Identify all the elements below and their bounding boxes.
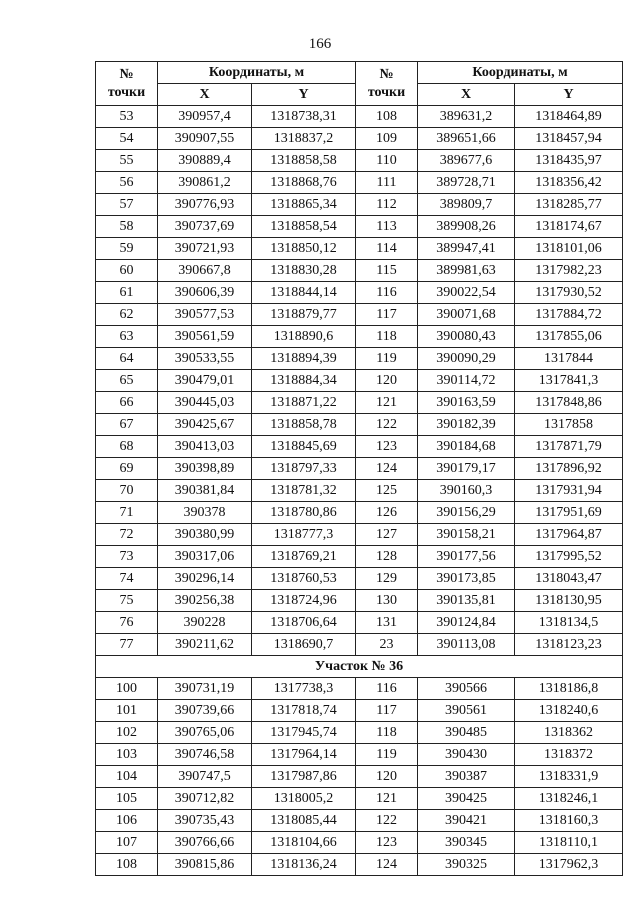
y-coordinate-cell: 1317855,06 xyxy=(515,326,623,348)
point-number-cell: 113 xyxy=(356,216,418,238)
y-coordinate-cell: 1318865,34 xyxy=(252,194,356,216)
point-number-cell: 68 xyxy=(96,436,158,458)
x-coordinate-cell: 390721,93 xyxy=(158,238,252,260)
x-coordinate-cell: 389809,7 xyxy=(418,194,515,216)
point-number-header-left xyxy=(96,62,158,106)
x-coordinate-cell: 390173,85 xyxy=(418,568,515,590)
y-coordinate-cell: 1317884,72 xyxy=(515,304,623,326)
x-coordinate-cell: 390080,43 xyxy=(418,326,515,348)
point-number-cell: 114 xyxy=(356,238,418,260)
x-coordinate-cell: 389947,41 xyxy=(418,238,515,260)
y-coordinate-cell: 1317844 xyxy=(515,348,623,370)
point-number-cell: 117 xyxy=(356,700,418,722)
point-number-cell: 56 xyxy=(96,172,158,194)
y-coordinate-cell: 1318110,1 xyxy=(515,832,623,854)
x-coordinate-cell: 390378 xyxy=(158,502,252,524)
table-row xyxy=(96,832,623,854)
x-coordinate-cell: 390184,68 xyxy=(418,436,515,458)
point-number-cell: 71 xyxy=(96,502,158,524)
table-row xyxy=(96,766,623,788)
x-header-right: X xyxy=(418,84,515,106)
y-coordinate-cell: 1317931,94 xyxy=(515,480,623,502)
x-coordinate-cell: 390256,38 xyxy=(158,590,252,612)
x-coordinate-cell: 390561 xyxy=(418,700,515,722)
point-number-cell: 108 xyxy=(356,106,418,128)
x-coordinate-cell: 390479,01 xyxy=(158,370,252,392)
y-coordinate-cell: 1318844,14 xyxy=(252,282,356,304)
point-number-cell: 101 xyxy=(96,700,158,722)
y-coordinate-cell: 1317858 xyxy=(515,414,623,436)
point-number-cell: 122 xyxy=(356,414,418,436)
table-row xyxy=(96,304,623,326)
y-coordinate-cell: 1318104,66 xyxy=(252,832,356,854)
y-coordinate-cell: 1318130,95 xyxy=(515,590,623,612)
y-coordinate-cell: 1317871,79 xyxy=(515,436,623,458)
y-coordinate-cell: 1318879,77 xyxy=(252,304,356,326)
x-coordinate-cell: 390413,03 xyxy=(158,436,252,458)
point-number-cell: 105 xyxy=(96,788,158,810)
y-coordinate-cell: 1317964,14 xyxy=(252,744,356,766)
point-number-cell: 120 xyxy=(356,370,418,392)
y-coordinate-cell: 1318868,76 xyxy=(252,172,356,194)
table-row xyxy=(96,700,623,722)
x-coordinate-cell: 390889,4 xyxy=(158,150,252,172)
table-row xyxy=(96,810,623,832)
point-number-cell: 104 xyxy=(96,766,158,788)
table-row xyxy=(96,788,623,810)
x-coordinate-cell: 390861,2 xyxy=(158,172,252,194)
x-coordinate-cell: 390533,55 xyxy=(158,348,252,370)
y-coordinate-cell: 1318690,7 xyxy=(252,634,356,656)
x-coordinate-cell: 390022,54 xyxy=(418,282,515,304)
x-coordinate-cell: 390561,59 xyxy=(158,326,252,348)
y-coordinate-cell: 1317818,74 xyxy=(252,700,356,722)
table-row xyxy=(96,546,623,568)
table-row xyxy=(96,722,623,744)
point-number-symbol: № xyxy=(379,66,394,82)
y-coordinate-cell: 1318845,69 xyxy=(252,436,356,458)
point-number-cell: 61 xyxy=(96,282,158,304)
table-row xyxy=(96,260,623,282)
x-coordinate-cell: 390907,55 xyxy=(158,128,252,150)
y-coordinate-cell: 1317951,69 xyxy=(515,502,623,524)
point-number-symbol: № xyxy=(119,66,134,82)
table-row xyxy=(96,568,623,590)
x-coordinate-cell: 390485 xyxy=(418,722,515,744)
point-number-cell: 74 xyxy=(96,568,158,590)
point-number-cell: 127 xyxy=(356,524,418,546)
x-coordinate-cell: 390735,43 xyxy=(158,810,252,832)
point-number-cell: 129 xyxy=(356,568,418,590)
x-coordinate-cell: 390211,62 xyxy=(158,634,252,656)
point-number-cell: 120 xyxy=(356,766,418,788)
x-coordinate-cell: 390776,93 xyxy=(158,194,252,216)
y-coordinate-cell: 1318005,2 xyxy=(252,788,356,810)
coordinates-header-left: Координаты, м xyxy=(158,62,356,84)
y-coordinate-cell: 1318738,31 xyxy=(252,106,356,128)
x-coordinate-cell: 389981,63 xyxy=(418,260,515,282)
point-number-cell: 103 xyxy=(96,744,158,766)
table-row xyxy=(96,216,623,238)
x-coordinate-cell: 389631,2 xyxy=(418,106,515,128)
y-coordinate-cell: 1318134,5 xyxy=(515,612,623,634)
y-coordinate-cell: 1318331,9 xyxy=(515,766,623,788)
point-number-cell: 77 xyxy=(96,634,158,656)
y-coordinate-cell: 1318362 xyxy=(515,722,623,744)
x-coordinate-cell: 390747,5 xyxy=(158,766,252,788)
y-coordinate-cell: 1318894,39 xyxy=(252,348,356,370)
y-coordinate-cell: 1318830,28 xyxy=(252,260,356,282)
table-row xyxy=(96,150,623,172)
point-number-cell: 107 xyxy=(96,832,158,854)
y-coordinate-cell: 1317848,86 xyxy=(515,392,623,414)
y-coordinate-cell: 1317896,92 xyxy=(515,458,623,480)
point-number-cell: 128 xyxy=(356,546,418,568)
table-row xyxy=(96,854,623,876)
x-coordinate-cell: 390566 xyxy=(418,678,515,700)
x-coordinate-cell: 390766,66 xyxy=(158,832,252,854)
x-coordinate-cell: 390380,99 xyxy=(158,524,252,546)
y-coordinate-cell: 1318356,42 xyxy=(515,172,623,194)
x-coordinate-cell: 390182,39 xyxy=(418,414,515,436)
x-coordinate-cell: 390296,14 xyxy=(158,568,252,590)
y-coordinate-cell: 1317930,52 xyxy=(515,282,623,304)
y-coordinate-cell: 1318285,77 xyxy=(515,194,623,216)
y-coordinate-cell: 1318858,58 xyxy=(252,150,356,172)
x-coordinate-cell: 390317,06 xyxy=(158,546,252,568)
x-coordinate-cell: 390135,81 xyxy=(418,590,515,612)
point-number-cell: 121 xyxy=(356,392,418,414)
y-coordinate-cell: 1318837,2 xyxy=(252,128,356,150)
table-row xyxy=(96,612,623,634)
y-coordinate-cell: 1318890,6 xyxy=(252,326,356,348)
y-coordinate-cell: 1318724,96 xyxy=(252,590,356,612)
x-coordinate-cell: 390398,89 xyxy=(158,458,252,480)
y-coordinate-cell: 1317841,3 xyxy=(515,370,623,392)
point-number-cell: 65 xyxy=(96,370,158,392)
point-number-cell: 124 xyxy=(356,458,418,480)
y-coordinate-cell: 1318464,89 xyxy=(515,106,623,128)
x-coordinate-cell: 390739,66 xyxy=(158,700,252,722)
x-coordinate-cell: 390179,17 xyxy=(418,458,515,480)
x-coordinate-cell: 390957,4 xyxy=(158,106,252,128)
point-number-cell: 119 xyxy=(356,348,418,370)
x-coordinate-cell: 390577,53 xyxy=(158,304,252,326)
y-coordinate-cell: 1318160,3 xyxy=(515,810,623,832)
x-coordinate-cell: 390160,3 xyxy=(418,480,515,502)
point-number-cell: 119 xyxy=(356,744,418,766)
x-coordinate-cell: 390113,08 xyxy=(418,634,515,656)
table-row xyxy=(96,392,623,414)
y-coordinate-cell: 1317987,86 xyxy=(252,766,356,788)
y-coordinate-cell: 1318781,32 xyxy=(252,480,356,502)
point-number-cell: 66 xyxy=(96,392,158,414)
point-number-word: точки xyxy=(367,84,406,100)
coordinates-table xyxy=(95,61,623,876)
x-coordinate-cell: 390765,06 xyxy=(158,722,252,744)
x-coordinate-cell: 390712,82 xyxy=(158,788,252,810)
point-number-cell: 106 xyxy=(96,810,158,832)
x-coordinate-cell: 390425 xyxy=(418,788,515,810)
x-coordinate-cell: 390163,59 xyxy=(418,392,515,414)
point-number-cell: 53 xyxy=(96,106,158,128)
y-coordinate-cell: 1318858,54 xyxy=(252,216,356,238)
x-coordinate-cell: 390430 xyxy=(418,744,515,766)
point-number-cell: 121 xyxy=(356,788,418,810)
y-coordinate-cell: 1318435,97 xyxy=(515,150,623,172)
y-header-left: Y xyxy=(252,84,356,106)
y-coordinate-cell: 1318780,86 xyxy=(252,502,356,524)
point-number-cell: 59 xyxy=(96,238,158,260)
table-row xyxy=(96,106,623,128)
y-coordinate-cell: 1318246,1 xyxy=(515,788,623,810)
table-row xyxy=(96,370,623,392)
table-row xyxy=(96,194,623,216)
table-row xyxy=(96,744,623,766)
x-coordinate-cell: 390737,69 xyxy=(158,216,252,238)
x-coordinate-cell: 390421 xyxy=(418,810,515,832)
y-coordinate-cell: 1318884,34 xyxy=(252,370,356,392)
y-coordinate-cell: 1318850,12 xyxy=(252,238,356,260)
x-coordinate-cell: 390071,68 xyxy=(418,304,515,326)
y-coordinate-cell: 1318871,22 xyxy=(252,392,356,414)
point-number-cell: 73 xyxy=(96,546,158,568)
x-coordinate-cell: 390325 xyxy=(418,854,515,876)
y-coordinate-cell: 1318136,24 xyxy=(252,854,356,876)
x-coordinate-cell: 390667,8 xyxy=(158,260,252,282)
y-coordinate-cell: 1318760,53 xyxy=(252,568,356,590)
point-number-cell: 110 xyxy=(356,150,418,172)
table-row xyxy=(96,348,623,370)
table-row xyxy=(96,282,623,304)
table-row xyxy=(96,436,623,458)
section-title: Участок № 36 xyxy=(96,656,623,678)
y-coordinate-cell: 1317982,23 xyxy=(515,260,623,282)
point-number-cell: 117 xyxy=(356,304,418,326)
y-coordinate-cell: 1317964,87 xyxy=(515,524,623,546)
point-number-cell: 55 xyxy=(96,150,158,172)
section-b-body xyxy=(96,678,623,876)
x-coordinate-cell: 390156,29 xyxy=(418,502,515,524)
point-number-cell: 122 xyxy=(356,810,418,832)
section-title-row xyxy=(96,656,623,678)
table-row xyxy=(96,524,623,546)
point-number-cell: 111 xyxy=(356,172,418,194)
point-number-word: точки xyxy=(107,84,146,100)
table-row xyxy=(96,172,623,194)
y-coordinate-cell: 1318457,94 xyxy=(515,128,623,150)
y-header-right: Y xyxy=(515,84,623,106)
y-coordinate-cell: 1317995,52 xyxy=(515,546,623,568)
point-number-header-right xyxy=(356,62,418,106)
point-number-cell: 109 xyxy=(356,128,418,150)
point-number-cell: 54 xyxy=(96,128,158,150)
point-number-cell: 116 xyxy=(356,282,418,304)
point-number-cell: 124 xyxy=(356,854,418,876)
point-number-cell: 131 xyxy=(356,612,418,634)
coordinates-header-right: Координаты, м xyxy=(418,62,623,84)
point-number-cell: 100 xyxy=(96,678,158,700)
x-coordinate-cell: 390124,84 xyxy=(418,612,515,634)
table-row xyxy=(96,678,623,700)
point-number-cell: 126 xyxy=(356,502,418,524)
y-coordinate-cell: 1318186,8 xyxy=(515,678,623,700)
point-number-cell: 57 xyxy=(96,194,158,216)
point-number-cell: 116 xyxy=(356,678,418,700)
y-coordinate-cell: 1318769,21 xyxy=(252,546,356,568)
y-coordinate-cell: 1317738,3 xyxy=(252,678,356,700)
x-coordinate-cell: 389651,66 xyxy=(418,128,515,150)
table-row xyxy=(96,502,623,524)
point-number-cell: 70 xyxy=(96,480,158,502)
table-row xyxy=(96,326,623,348)
x-coordinate-cell: 390445,03 xyxy=(158,392,252,414)
x-coordinate-cell: 390387 xyxy=(418,766,515,788)
point-number-cell: 102 xyxy=(96,722,158,744)
point-number-cell: 62 xyxy=(96,304,158,326)
x-coordinate-cell: 390345 xyxy=(418,832,515,854)
x-coordinate-cell: 390114,72 xyxy=(418,370,515,392)
point-number-cell: 60 xyxy=(96,260,158,282)
point-number-cell: 69 xyxy=(96,458,158,480)
table-row xyxy=(96,414,623,436)
point-number-cell: 118 xyxy=(356,722,418,744)
table-row xyxy=(96,590,623,612)
x-coordinate-cell: 390425,67 xyxy=(158,414,252,436)
table-row xyxy=(96,480,623,502)
x-coordinate-cell: 390228 xyxy=(158,612,252,634)
point-number-cell: 63 xyxy=(96,326,158,348)
table-row xyxy=(96,238,623,260)
x-coordinate-cell: 389728,71 xyxy=(418,172,515,194)
x-header-left: X xyxy=(158,84,252,106)
x-coordinate-cell: 390731,19 xyxy=(158,678,252,700)
x-coordinate-cell: 390090,29 xyxy=(418,348,515,370)
point-number-cell: 76 xyxy=(96,612,158,634)
y-coordinate-cell: 1317962,3 xyxy=(515,854,623,876)
point-number-cell: 58 xyxy=(96,216,158,238)
x-coordinate-cell: 389908,26 xyxy=(418,216,515,238)
x-coordinate-cell: 390158,21 xyxy=(418,524,515,546)
x-coordinate-cell: 390746,58 xyxy=(158,744,252,766)
y-coordinate-cell: 1318706,64 xyxy=(252,612,356,634)
table-row xyxy=(96,634,623,656)
point-number-cell: 123 xyxy=(356,832,418,854)
y-coordinate-cell: 1318174,67 xyxy=(515,216,623,238)
table-row xyxy=(96,458,623,480)
point-number-cell: 64 xyxy=(96,348,158,370)
x-coordinate-cell: 390815,86 xyxy=(158,854,252,876)
y-coordinate-cell: 1318372 xyxy=(515,744,623,766)
page-number: 166 xyxy=(308,36,332,52)
point-number-cell: 112 xyxy=(356,194,418,216)
y-coordinate-cell: 1318797,33 xyxy=(252,458,356,480)
table-row xyxy=(96,128,623,150)
point-number-cell: 23 xyxy=(356,634,418,656)
y-coordinate-cell: 1318043,47 xyxy=(515,568,623,590)
x-coordinate-cell: 390381,84 xyxy=(158,480,252,502)
point-number-cell: 67 xyxy=(96,414,158,436)
point-number-cell: 123 xyxy=(356,436,418,458)
y-coordinate-cell: 1318101,06 xyxy=(515,238,623,260)
x-coordinate-cell: 390177,56 xyxy=(418,546,515,568)
y-coordinate-cell: 1317945,74 xyxy=(252,722,356,744)
point-number-cell: 75 xyxy=(96,590,158,612)
section-b-title-body xyxy=(96,656,623,678)
x-coordinate-cell: 390606,39 xyxy=(158,282,252,304)
point-number-cell: 118 xyxy=(356,326,418,348)
y-coordinate-cell: 1318240,6 xyxy=(515,700,623,722)
y-coordinate-cell: 1318123,23 xyxy=(515,634,623,656)
point-number-cell: 125 xyxy=(356,480,418,502)
y-coordinate-cell: 1318858,78 xyxy=(252,414,356,436)
y-coordinate-cell: 1318777,3 xyxy=(252,524,356,546)
table-header xyxy=(96,62,623,106)
point-number-cell: 72 xyxy=(96,524,158,546)
section-a-body xyxy=(96,106,623,656)
x-coordinate-cell: 389677,6 xyxy=(418,150,515,172)
point-number-cell: 108 xyxy=(96,854,158,876)
point-number-cell: 115 xyxy=(356,260,418,282)
y-coordinate-cell: 1318085,44 xyxy=(252,810,356,832)
point-number-cell: 130 xyxy=(356,590,418,612)
